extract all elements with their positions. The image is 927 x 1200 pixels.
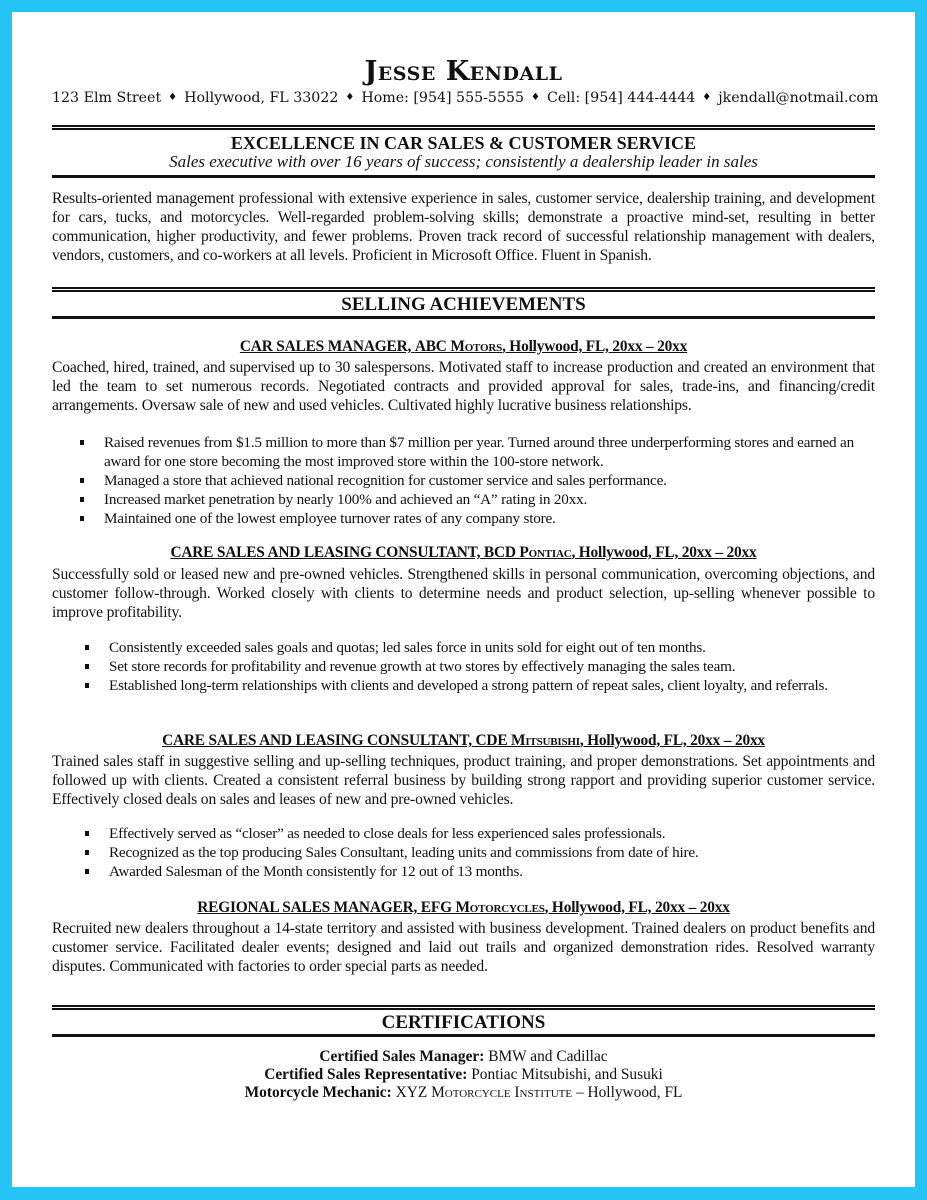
list-item: Consistently exceeded sales goals and quotas; led sales force in units sold for eight out of ten months. (52, 638, 875, 657)
banner-subtitle: Sales executive with over 16 years of success; consistently a dealership leader in sales (169, 152, 758, 171)
certification-item: Motorcycle Mechanic: XYZ Motorcycle Institute – Hollywood, FL (244, 1084, 683, 1101)
contact-cell-phone: Cell: [954] 444-4444 (547, 90, 696, 106)
diamond-icon: ♦ (531, 92, 541, 103)
certification-item: Certified Sales Manager: BMW and Cadillac (319, 1048, 608, 1065)
job-title: CARE SALES AND LEASING CONSULTANT, BCD Pontiac, Hollywood, FL, 20xx – 20xx (170, 544, 757, 561)
diamond-icon: ♦ (702, 92, 712, 103)
job-description: Trained sales staff in suggestive selling and up-selling techniques, product training, and proper demonstrations. Set appointments and followed up with clients. Created a consistent referral business by building strong rapport and providing superior customer service. Effectively closed deals on sales and leases of new and pre-owned vehicles. (52, 753, 875, 808)
job-title: CAR SALES MANAGER, ABC Motors, Hollywood, FL, 20xx – 20xx (239, 338, 688, 355)
list-item: Recognized as the top producing Sales Consultant, leading units and commissions from date of hire. (52, 843, 875, 862)
divider-double (52, 125, 875, 130)
candidate-name: Jesse Kendall (364, 56, 563, 87)
job-bullets (52, 433, 875, 528)
job-description: Coached, hired, trained, and supervised up to 30 salespersons. Motivated staff to increase production and created an environment that led the team to set numerous records. Negotiated contracts and provided approval for sales, trade-ins, and financing/credit arrangements. Oversaw sale of new and used vehicles. Cultivated highly lucrative business relationships. (52, 359, 875, 414)
certification-item: Certified Sales Representative: Pontiac Mitsubishi, and Susuki (264, 1066, 663, 1083)
contact-home-phone: Home: [954] 555-5555 (361, 90, 525, 106)
list-item: Awarded Salesman of the Month consistently for 12 out of 13 months. (52, 862, 875, 881)
divider-single (52, 175, 875, 178)
section-title-achievements: SELLING ACHIEVEMENTS (341, 294, 586, 315)
job-description: Successfully sold or leased new and pre-owned vehicles. Strengthened skills in personal communication, overcoming objections, and customer follow-through. Worked closely with clients to determine needs and product selection, up-selling whenever possible to improve profitability. (52, 566, 875, 621)
list-item: Set store records for profitability and revenue growth at two stores by effectively managing the sales team. (52, 657, 875, 676)
contact-line (52, 90, 879, 106)
banner-title: EXCELLENCE IN CAR SALES & CUSTOMER SERVICE (230, 133, 697, 153)
diamond-icon: ♦ (168, 92, 178, 103)
job-title: CARE SALES AND LEASING CONSULTANT, CDE Mitsubishi, Hollywood, FL, 20xx – 20xx (162, 732, 765, 749)
job-description: Recruited new dealers throughout a 14-state territory and assisted with business development. Trained dealers on product benefits and customer service. Facilitated dealer events; designed and laid out trails and organized demonstration rides. Resolved warranty disputes. Communicated with factories to order special parts as needed. (52, 920, 875, 975)
list-item: Effectively served as “closer” as needed to close deals for less experienced sales professionals. (52, 824, 875, 843)
job-title: REGIONAL SALES MANAGER, EFG Motorcycles, Hollywood, FL, 20xx – 20xx (197, 899, 730, 916)
contact-address: 123 Elm Street (52, 90, 162, 106)
diamond-icon: ♦ (345, 92, 355, 103)
contact-email[interactable]: jkendall@notmail.com (718, 90, 879, 106)
job-bullets (52, 638, 875, 695)
contact-city: Hollywood, FL 33022 (184, 90, 339, 106)
list-item: Increased market penetration by nearly 100% and achieved an “A” rating in 20xx. (52, 490, 875, 509)
list-item: Maintained one of the lowest employee turnover rates of any company store. (52, 509, 875, 528)
divider-single (52, 316, 875, 319)
divider-single (52, 1034, 875, 1037)
list-item: Managed a store that achieved national recognition for customer service and sales performance. (52, 471, 875, 490)
job-bullets (52, 824, 875, 881)
list-item: Raised revenues from $1.5 million to more than $7 million per year. Turned around three underperforming stores and earned an award for one store becoming the most improved store within the 100-store network. (52, 433, 875, 471)
resume-page (12, 12, 915, 1187)
divider-double (52, 287, 875, 292)
summary-paragraph: Results-oriented management professional with extensive experience in sales, customer service, dealership training, and development for cars, tucks, and motorcycles. Well-regarded problem-solving skills; demonstrate a proactive mind-set, resulting in better communication, higher productivity, and fewer problems. Proven track record of successful relationship management with dealers, vendors, customers, and co-workers at all levels. Proficient in Microsoft Office. Fluent in Spanish. (52, 190, 875, 264)
section-title-certifications: CERTIFICATIONS (381, 1012, 546, 1033)
list-item: Established long-term relationships with clients and developed a strong pattern of repeat sales, client loyalty, and referrals. (52, 676, 875, 695)
divider-double (52, 1005, 875, 1010)
